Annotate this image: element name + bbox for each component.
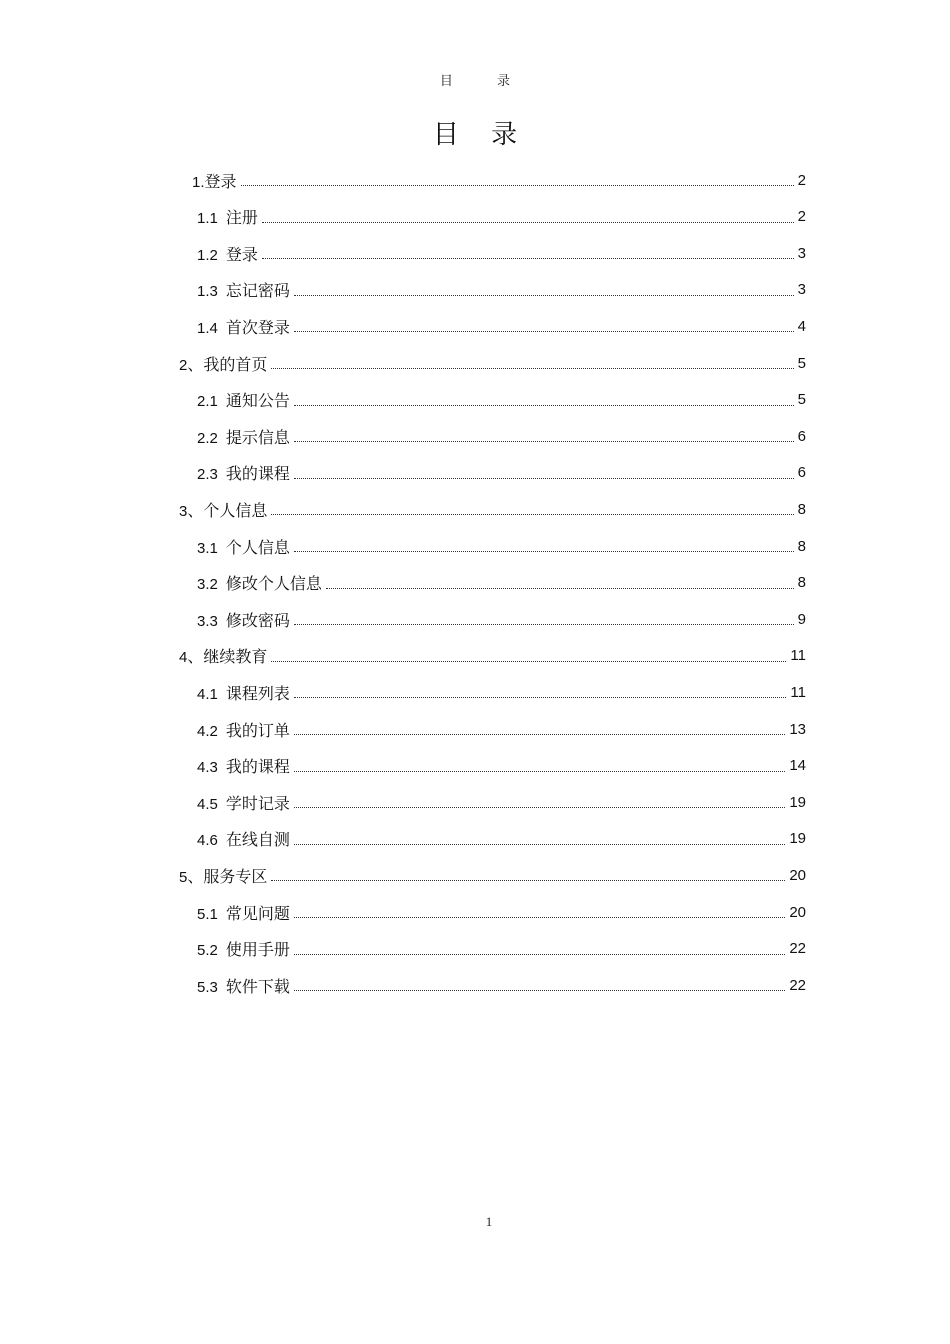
toc-entry[interactable] (197, 272, 806, 308)
toc-entry[interactable] (197, 821, 806, 857)
toc-entry-page: 14 (789, 757, 806, 775)
toc-entry-text: 、我的首页 (187, 354, 268, 374)
toc-entry[interactable] (197, 674, 806, 710)
toc-entry[interactable] (197, 967, 806, 1003)
toc-entry-page: 6 (797, 464, 806, 482)
toc-entry-number: 5 (179, 868, 188, 886)
toc-entry-number: 5.3 (197, 978, 218, 996)
toc-dot-leader (294, 477, 794, 479)
toc-dot-leader (271, 660, 786, 662)
toc-entry-page: 11 (790, 683, 806, 701)
toc-entry[interactable] (197, 308, 806, 344)
toc-dot-leader (294, 440, 794, 442)
toc-entry-page: 8 (797, 500, 806, 518)
toc-entry-label (197, 315, 290, 338)
toc-entry-page: 5 (797, 354, 806, 372)
toc-entry-text: 课程列表 (225, 683, 290, 703)
toc-entry-text: 我的课程 (225, 757, 290, 777)
toc-entry-label (179, 498, 267, 521)
toc-dot-leader (294, 989, 785, 991)
toc-entry-page: 2 (797, 171, 806, 189)
toc-entry-label (197, 205, 258, 228)
toc-dot-leader (294, 623, 794, 625)
toc-entry-page: 8 (797, 574, 806, 592)
toc-entry-number: 3 (179, 502, 188, 520)
toc-entry-page: 3 (797, 281, 806, 299)
toc-entry[interactable] (197, 711, 806, 747)
toc-dot-leader (294, 770, 785, 772)
toc-entry-text: 软件下载 (225, 976, 290, 996)
toc-dot-leader (294, 806, 785, 808)
page-title: 目 录 (432, 120, 530, 150)
toc-entry-label (197, 608, 290, 631)
toc-dot-leader (294, 404, 794, 406)
toc-entry-text: 个人信息 (225, 537, 290, 557)
toc-entry-number: 4.6 (197, 832, 218, 850)
toc-dot-leader (271, 879, 785, 881)
toc-entry[interactable] (197, 894, 806, 930)
toc-entry-number: 4.2 (197, 722, 218, 740)
toc-entry-label (197, 937, 290, 960)
toc-entry-number: 3.2 (197, 576, 218, 594)
toc-entry-text: 我的课程 (225, 464, 290, 484)
toc-entry-number: 2.1 (197, 393, 218, 411)
toc-dot-leader (294, 953, 785, 955)
toc-entry-text: 学时记录 (225, 793, 290, 813)
toc-entry-text: 我的订单 (225, 720, 290, 740)
toc-entry-number: 5.1 (197, 905, 218, 923)
toc-entry-text: 在线自测 (225, 830, 290, 850)
toc-entry-number: 2.3 (197, 466, 218, 484)
toc-dot-leader (262, 257, 794, 259)
toc-entry-text: 首次登录 (225, 317, 290, 337)
toc-dot-leader (326, 587, 794, 589)
toc-entry-number: 1.2 (197, 246, 218, 264)
toc-entry-number: 4 (179, 649, 188, 667)
toc-entry-label (197, 791, 290, 814)
toc-entry-page: 5 (797, 391, 806, 409)
toc-entry[interactable] (197, 528, 806, 564)
toc-entry[interactable] (197, 455, 806, 491)
toc-entry-page: 6 (797, 427, 806, 445)
toc-entry-text: 通知公告 (225, 391, 290, 411)
toc-dot-leader (294, 916, 785, 918)
toc-entry-page: 22 (789, 976, 806, 994)
toc-entry-label (179, 864, 267, 887)
toc-dot-leader (241, 184, 794, 186)
toc-entry-label (197, 461, 290, 484)
toc-entry-page: 8 (797, 537, 806, 555)
toc-entry-text: 、个人信息 (187, 500, 268, 520)
toc-entry-label (197, 571, 322, 594)
toc-entry-page: 13 (789, 720, 806, 738)
toc-entry[interactable] (197, 784, 806, 820)
toc-entry-page: 9 (797, 610, 806, 628)
toc-entry-number: 2.2 (197, 429, 218, 447)
toc-entry-label (197, 827, 290, 850)
toc-entry-label (197, 388, 290, 411)
toc-entry-page: 20 (789, 866, 806, 884)
toc-entry[interactable] (179, 638, 806, 674)
toc-entry-number: 1.4 (197, 319, 218, 337)
toc-entry-label (197, 535, 290, 558)
toc-entry-number: 3.3 (197, 612, 218, 630)
toc-entry[interactable] (197, 199, 806, 235)
page-number: 1 (485, 1214, 493, 1229)
toc-entry[interactable] (179, 857, 806, 893)
toc-entry-label (197, 754, 290, 777)
toc-entry[interactable] (192, 162, 806, 198)
toc-entry-number: 1. (192, 173, 205, 191)
toc-entry-page: 22 (789, 940, 806, 958)
toc-entry-label (197, 718, 290, 741)
running-header: 目 录 (439, 74, 531, 89)
toc-dot-leader (294, 550, 794, 552)
toc-entry-number: 4.1 (197, 685, 218, 703)
toc-dot-leader (294, 330, 794, 332)
toc-entry[interactable] (179, 345, 806, 381)
toc-entry-label (179, 644, 267, 667)
toc-entry[interactable] (179, 491, 806, 527)
toc-entry-text: 修改密码 (225, 610, 290, 630)
toc-entry-number: 4.3 (197, 759, 218, 777)
toc-entry[interactable] (197, 565, 806, 601)
toc-entry-label (197, 681, 290, 704)
toc-entry-page: 11 (790, 647, 806, 665)
toc-entry-label (197, 425, 290, 448)
toc-entry-label (197, 974, 290, 997)
toc-entry-label (197, 278, 290, 301)
toc-entry[interactable] (197, 748, 806, 784)
toc-entry-number: 4.5 (197, 795, 218, 813)
toc-entry-page: 19 (789, 793, 806, 811)
toc-entry-text: 、服务专区 (187, 866, 268, 886)
toc-dot-leader (294, 843, 785, 845)
toc-entry-text: 修改个人信息 (225, 574, 322, 594)
toc-entry-text: 使用手册 (225, 940, 290, 960)
toc-entry-text: 忘记密码 (225, 281, 290, 301)
toc-entry-page: 19 (789, 830, 806, 848)
toc-entry-text: 登录 (204, 171, 237, 191)
toc-entry-text: 常见问题 (225, 903, 290, 923)
toc-entry-text: 、继续教育 (187, 647, 268, 667)
toc-dot-leader (271, 513, 793, 515)
toc-entry-number: 2 (179, 356, 188, 374)
toc-entry-text: 登录 (225, 244, 258, 264)
toc-entry-text: 注册 (225, 208, 258, 228)
toc-dot-leader (271, 367, 793, 369)
toc-entry[interactable] (197, 418, 806, 454)
toc-dot-leader (294, 294, 794, 296)
toc-entry[interactable] (197, 235, 806, 271)
toc-entry-label (179, 352, 267, 375)
toc-entry-text: 提示信息 (225, 427, 290, 447)
toc-entry[interactable] (197, 601, 806, 637)
toc-entry-label (192, 169, 237, 192)
toc-entry-number: 5.2 (197, 942, 218, 960)
toc-entry[interactable] (197, 931, 806, 967)
toc-entry-page: 20 (789, 903, 806, 921)
toc-entry-number: 1.1 (197, 210, 218, 228)
toc-entry-number: 3.1 (197, 539, 218, 557)
toc-entry-page: 3 (797, 244, 806, 262)
toc-entry-label (197, 242, 258, 265)
toc-entry-number: 1.3 (197, 283, 218, 301)
toc-entry-page: 4 (797, 317, 806, 335)
toc-entry-page: 2 (797, 208, 806, 226)
toc-entry[interactable] (197, 382, 806, 418)
toc-entry-label (197, 901, 290, 924)
toc-dot-leader (294, 733, 785, 735)
toc-dot-leader (294, 696, 787, 698)
toc-dot-leader (262, 221, 794, 223)
